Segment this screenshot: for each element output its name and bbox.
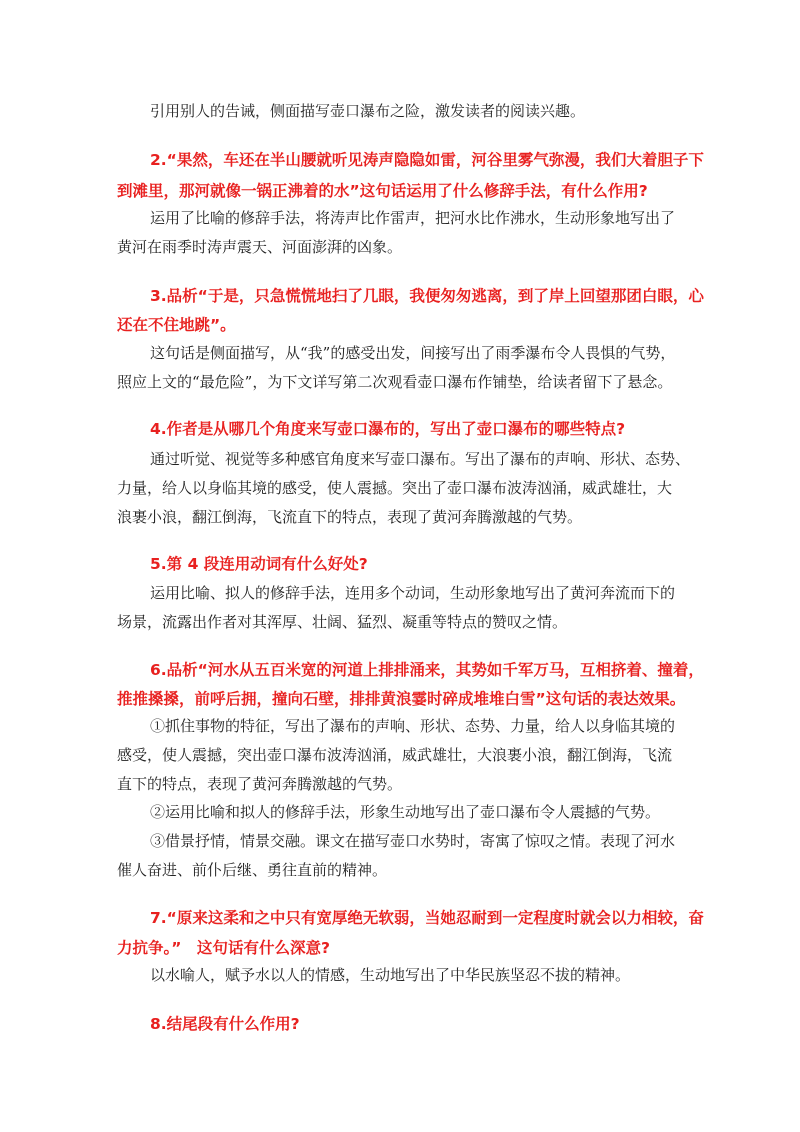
question-3-line-2: 还在不住地跳”。 — [117, 316, 236, 334]
answer-6-line-2: 感受，使人震撼，突出壶口瀑布波涛汹涌，威武雄壮，大浪裹小浪，翻江倒海，飞流 — [117, 746, 673, 764]
answer-6-line-5: ③借景抒情，情景交融。课文在描写壶口水势时，寄寓了惊叹之情。表现了河水 — [150, 832, 676, 850]
answer-4-line-2: 力量，给人以身临其境的感受，使人震撼。突出了壶口瀑布波涛汹涌，威武雄壮，大 — [117, 479, 673, 497]
question-3-line-1: 3.品析“于是，只急慌慌地扫了几眼，我便匆匆逃离，到了岸上回望那团白眼，心 — [150, 287, 704, 305]
answer-6-line-1: ①抓住事物的特征，写出了瀑布的声响、形状、态势、力量，给人以身临其境的 — [150, 717, 676, 735]
question-4-line-1: 4.作者是从哪几个角度来写壶口瀑布的，写出了壶口瀑布的哪些特点? — [150, 420, 626, 438]
answer-2-line-1: 运用了比喻的修辞手法，将涛声比作雷声，把河水比作沸水，生动形象地写出了 — [150, 209, 676, 227]
answer-5-line-1: 运用比喻、拟人的修辞手法，连用多个动词，生动形象地写出了黄河奔流而下的 — [150, 584, 676, 602]
intro-line: 引用别人的告诫，侧面描写壶口瀑布之险，激发读者的阅读兴趣。 — [150, 102, 586, 120]
answer-4-line-3: 浪裹小浪，翻江倒海，飞流直下的特点，表现了黄河奔腾激越的气势。 — [117, 508, 583, 526]
question-2-line-1: 2.“果然，车还在半山腰就听见涛声隐隐如雷，河谷里雾气弥漫，我们大着胆子下 — [150, 151, 704, 169]
answer-6-line-6: 催人奋进、前仆后继、勇往直前的精神。 — [117, 861, 388, 879]
question-2-line-2: 到滩里，那河就像一锅正沸着的水”这句话运用了什么修辞手法，有什么作用? — [117, 182, 648, 200]
answer-6-line-4: ②运用比喻和拟人的修辞手法，形象生动地写出了壶口瀑布令人震撼的气势。 — [150, 803, 661, 821]
question-8-line-1: 8.结尾段有什么作用? — [150, 1015, 300, 1033]
answer-6-line-3: 直下的特点，表现了黄河奔腾激越的气势。 — [117, 775, 403, 793]
answer-5-line-2: 场景，流露出作者对其浑厚、壮阔、猛烈、凝重等特点的赞叹之情。 — [117, 613, 568, 631]
answer-3-line-1: 这句话是侧面描写，从“我”的感受出发，间接写出了雨季瀑布令人畏惧的气势， — [150, 344, 676, 362]
question-6-line-1: 6.品析“河水从五百米宽的河道上排排涌来，其势如千军万马，互相挤着、撞着， — [150, 661, 704, 679]
question-7-line-2: 力抗争。” 这句话有什么深意? — [117, 939, 330, 957]
answer-7-line-1: 以水喻人，赋予水以人的情感，生动地写出了中华民族坚忍不拔的精神。 — [150, 966, 631, 984]
answer-4-line-1: 通过听觉、视觉等多种感官角度来写壶口瀑布。写出了瀑布的声响、形状、态势、 — [150, 450, 691, 468]
answer-2-line-2: 黄河在雨季时涛声震天、河面澎湃的凶象。 — [117, 238, 403, 256]
answer-3-line-2: 照应上文的“最危险”，为下文详写第二次观看壶口瀑布作铺垫，给读者留下了悬念。 — [117, 373, 673, 391]
question-6-line-2: 推推搡搡，前呼后拥，撞向石壁，排排黄浪霎时碎成堆堆白雪”这句话的表达效果。 — [117, 690, 686, 708]
question-5-line-1: 5.第 4 段连用动词有什么好处? — [150, 555, 368, 573]
question-7-line-1: 7.“原来这柔和之中只有宽厚绝无软弱，当她忍耐到一定程度时就会以力相较，奋 — [150, 909, 704, 927]
